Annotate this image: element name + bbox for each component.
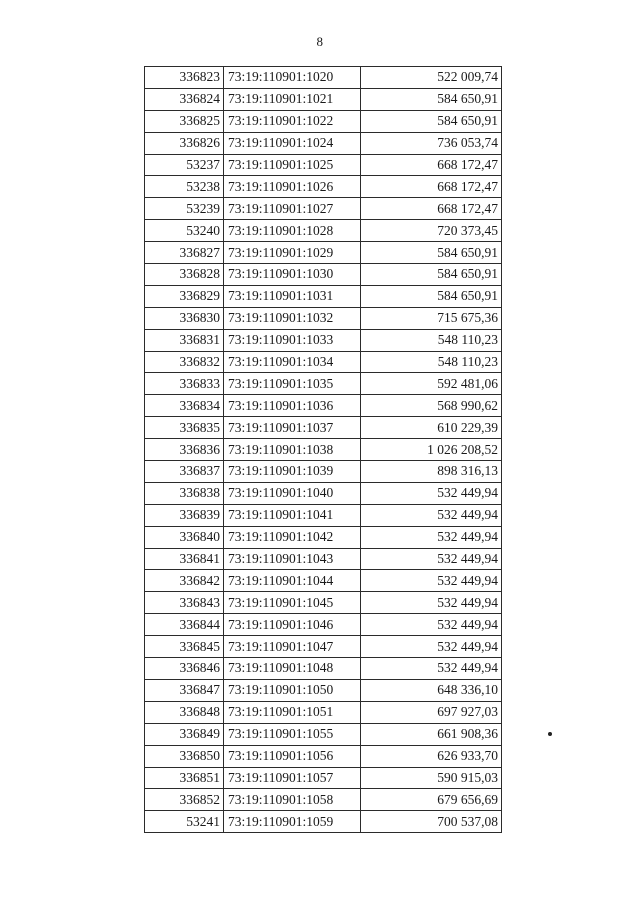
cadastral-value-cell: 736 053,74 bbox=[361, 132, 502, 154]
table-row bbox=[145, 789, 502, 811]
cadastral-value-cell: 584 650,91 bbox=[361, 88, 502, 110]
cadastral-number-cell: 73:19:110901:1055 bbox=[224, 723, 361, 745]
table-row bbox=[145, 614, 502, 636]
cadastral-value-table bbox=[144, 66, 502, 833]
cadastral-value-cell: 532 449,94 bbox=[361, 614, 502, 636]
cadastral-value-cell: 1 026 208,52 bbox=[361, 439, 502, 461]
object-id-cell: 336823 bbox=[145, 67, 224, 89]
table-row bbox=[145, 88, 502, 110]
table-row bbox=[145, 767, 502, 789]
cadastral-number-cell: 73:19:110901:1026 bbox=[224, 176, 361, 198]
table-row bbox=[145, 636, 502, 658]
table-row bbox=[145, 329, 502, 351]
cadastral-value-cell: 898 316,13 bbox=[361, 461, 502, 483]
object-id-cell: 336847 bbox=[145, 679, 224, 701]
cadastral-number-cell: 73:19:110901:1022 bbox=[224, 110, 361, 132]
cadastral-number-cell: 73:19:110901:1045 bbox=[224, 592, 361, 614]
table-row bbox=[145, 395, 502, 417]
table-row bbox=[145, 526, 502, 548]
cadastral-value-cell: 532 449,94 bbox=[361, 592, 502, 614]
object-id-cell: 336834 bbox=[145, 395, 224, 417]
object-id-cell: 336840 bbox=[145, 526, 224, 548]
table-row bbox=[145, 264, 502, 286]
cadastral-number-cell: 73:19:110901:1037 bbox=[224, 417, 361, 439]
object-id-cell: 336851 bbox=[145, 767, 224, 789]
cadastral-value-cell: 522 009,74 bbox=[361, 67, 502, 89]
table-row bbox=[145, 592, 502, 614]
cadastral-value-cell: 532 449,94 bbox=[361, 504, 502, 526]
table-row bbox=[145, 570, 502, 592]
object-id-cell: 53241 bbox=[145, 811, 224, 833]
object-id-cell: 336828 bbox=[145, 264, 224, 286]
table-row bbox=[145, 198, 502, 220]
cadastral-value-cell: 584 650,91 bbox=[361, 285, 502, 307]
object-id-cell: 336836 bbox=[145, 439, 224, 461]
table-row bbox=[145, 220, 502, 242]
object-id-cell: 336852 bbox=[145, 789, 224, 811]
cadastral-value-cell: 648 336,10 bbox=[361, 679, 502, 701]
object-id-cell: 336832 bbox=[145, 351, 224, 373]
object-id-cell: 336850 bbox=[145, 745, 224, 767]
cadastral-number-cell: 73:19:110901:1030 bbox=[224, 264, 361, 286]
cadastral-number-cell: 73:19:110901:1036 bbox=[224, 395, 361, 417]
table-row bbox=[145, 658, 502, 680]
cadastral-value-cell: 668 172,47 bbox=[361, 176, 502, 198]
table-row bbox=[145, 110, 502, 132]
cadastral-number-cell: 73:19:110901:1025 bbox=[224, 154, 361, 176]
cadastral-number-cell: 73:19:110901:1043 bbox=[224, 548, 361, 570]
table-row bbox=[145, 176, 502, 198]
cadastral-value-cell: 679 656,69 bbox=[361, 789, 502, 811]
object-id-cell: 336842 bbox=[145, 570, 224, 592]
cadastral-number-cell: 73:19:110901:1057 bbox=[224, 767, 361, 789]
cadastral-value-cell: 590 915,03 bbox=[361, 767, 502, 789]
scan-speck bbox=[548, 732, 552, 736]
cadastral-number-cell: 73:19:110901:1032 bbox=[224, 307, 361, 329]
cadastral-value-cell: 548 110,23 bbox=[361, 351, 502, 373]
table-row bbox=[145, 307, 502, 329]
object-id-cell: 336826 bbox=[145, 132, 224, 154]
cadastral-value-cell: 584 650,91 bbox=[361, 242, 502, 264]
cadastral-value-cell: 548 110,23 bbox=[361, 329, 502, 351]
cadastral-value-cell: 720 373,45 bbox=[361, 220, 502, 242]
cadastral-number-cell: 73:19:110901:1042 bbox=[224, 526, 361, 548]
cadastral-number-cell: 73:19:110901:1038 bbox=[224, 439, 361, 461]
table-row bbox=[145, 132, 502, 154]
cadastral-number-cell: 73:19:110901:1046 bbox=[224, 614, 361, 636]
object-id-cell: 336827 bbox=[145, 242, 224, 264]
cadastral-number-cell: 73:19:110901:1047 bbox=[224, 636, 361, 658]
table-row bbox=[145, 723, 502, 745]
object-id-cell: 336829 bbox=[145, 285, 224, 307]
table-row bbox=[145, 811, 502, 833]
cadastral-value-cell: 532 449,94 bbox=[361, 636, 502, 658]
table-row bbox=[145, 351, 502, 373]
object-id-cell: 53237 bbox=[145, 154, 224, 176]
cadastral-value-cell: 661 908,36 bbox=[361, 723, 502, 745]
cadastral-number-cell: 73:19:110901:1058 bbox=[224, 789, 361, 811]
object-id-cell: 336849 bbox=[145, 723, 224, 745]
table-row bbox=[145, 373, 502, 395]
cadastral-number-cell: 73:19:110901:1024 bbox=[224, 132, 361, 154]
object-id-cell: 336845 bbox=[145, 636, 224, 658]
cadastral-value-cell: 532 449,94 bbox=[361, 548, 502, 570]
cadastral-value-cell: 532 449,94 bbox=[361, 526, 502, 548]
cadastral-number-cell: 73:19:110901:1033 bbox=[224, 329, 361, 351]
table-row bbox=[145, 242, 502, 264]
cadastral-number-cell: 73:19:110901:1050 bbox=[224, 679, 361, 701]
cadastral-value-cell: 592 481,06 bbox=[361, 373, 502, 395]
cadastral-value-cell: 532 449,94 bbox=[361, 658, 502, 680]
cadastral-value-cell: 668 172,47 bbox=[361, 198, 502, 220]
object-id-cell: 336844 bbox=[145, 614, 224, 636]
table-row bbox=[145, 285, 502, 307]
object-id-cell: 336833 bbox=[145, 373, 224, 395]
page-number: 8 bbox=[316, 34, 324, 49]
cadastral-value-cell: 697 927,03 bbox=[361, 701, 502, 723]
table-row bbox=[145, 679, 502, 701]
object-id-cell: 336848 bbox=[145, 701, 224, 723]
cadastral-value-cell: 568 990,62 bbox=[361, 395, 502, 417]
object-id-cell: 336838 bbox=[145, 482, 224, 504]
cadastral-number-cell: 73:19:110901:1027 bbox=[224, 198, 361, 220]
table-row bbox=[145, 548, 502, 570]
table-body bbox=[145, 67, 502, 833]
cadastral-number-cell: 73:19:110901:1039 bbox=[224, 461, 361, 483]
table-row bbox=[145, 417, 502, 439]
table-row bbox=[145, 745, 502, 767]
cadastral-number-cell: 73:19:110901:1035 bbox=[224, 373, 361, 395]
object-id-cell: 336837 bbox=[145, 461, 224, 483]
object-id-cell: 336824 bbox=[145, 88, 224, 110]
cadastral-number-cell: 73:19:110901:1031 bbox=[224, 285, 361, 307]
cadastral-value-cell: 610 229,39 bbox=[361, 417, 502, 439]
table-row bbox=[145, 701, 502, 723]
cadastral-number-cell: 73:19:110901:1051 bbox=[224, 701, 361, 723]
object-id-cell: 336839 bbox=[145, 504, 224, 526]
object-id-cell: 53238 bbox=[145, 176, 224, 198]
cadastral-number-cell: 73:19:110901:1048 bbox=[224, 658, 361, 680]
object-id-cell: 336843 bbox=[145, 592, 224, 614]
cadastral-value-cell: 700 537,08 bbox=[361, 811, 502, 833]
cadastral-number-cell: 73:19:110901:1028 bbox=[224, 220, 361, 242]
table-row bbox=[145, 461, 502, 483]
cadastral-value-cell: 626 933,70 bbox=[361, 745, 502, 767]
object-id-cell: 53239 bbox=[145, 198, 224, 220]
cadastral-number-cell: 73:19:110901:1059 bbox=[224, 811, 361, 833]
cadastral-number-cell: 73:19:110901:1041 bbox=[224, 504, 361, 526]
cadastral-value-cell: 668 172,47 bbox=[361, 154, 502, 176]
cadastral-number-cell: 73:19:110901:1040 bbox=[224, 482, 361, 504]
cadastral-number-cell: 73:19:110901:1020 bbox=[224, 67, 361, 89]
cadastral-number-cell: 73:19:110901:1021 bbox=[224, 88, 361, 110]
table-row bbox=[145, 67, 502, 89]
object-id-cell: 336841 bbox=[145, 548, 224, 570]
cadastral-value-cell: 584 650,91 bbox=[361, 110, 502, 132]
cadastral-value-cell: 532 449,94 bbox=[361, 482, 502, 504]
cadastral-table-container bbox=[144, 66, 501, 833]
object-id-cell: 53240 bbox=[145, 220, 224, 242]
cadastral-value-cell: 715 675,36 bbox=[361, 307, 502, 329]
cadastral-number-cell: 73:19:110901:1034 bbox=[224, 351, 361, 373]
cadastral-number-cell: 73:19:110901:1056 bbox=[224, 745, 361, 767]
cadastral-value-cell: 584 650,91 bbox=[361, 264, 502, 286]
object-id-cell: 336846 bbox=[145, 658, 224, 680]
table-row bbox=[145, 439, 502, 461]
table-row bbox=[145, 154, 502, 176]
table-row bbox=[145, 504, 502, 526]
object-id-cell: 336830 bbox=[145, 307, 224, 329]
object-id-cell: 336835 bbox=[145, 417, 224, 439]
object-id-cell: 336825 bbox=[145, 110, 224, 132]
table-row bbox=[145, 482, 502, 504]
object-id-cell: 336831 bbox=[145, 329, 224, 351]
cadastral-number-cell: 73:19:110901:1029 bbox=[224, 242, 361, 264]
cadastral-value-cell: 532 449,94 bbox=[361, 570, 502, 592]
cadastral-number-cell: 73:19:110901:1044 bbox=[224, 570, 361, 592]
